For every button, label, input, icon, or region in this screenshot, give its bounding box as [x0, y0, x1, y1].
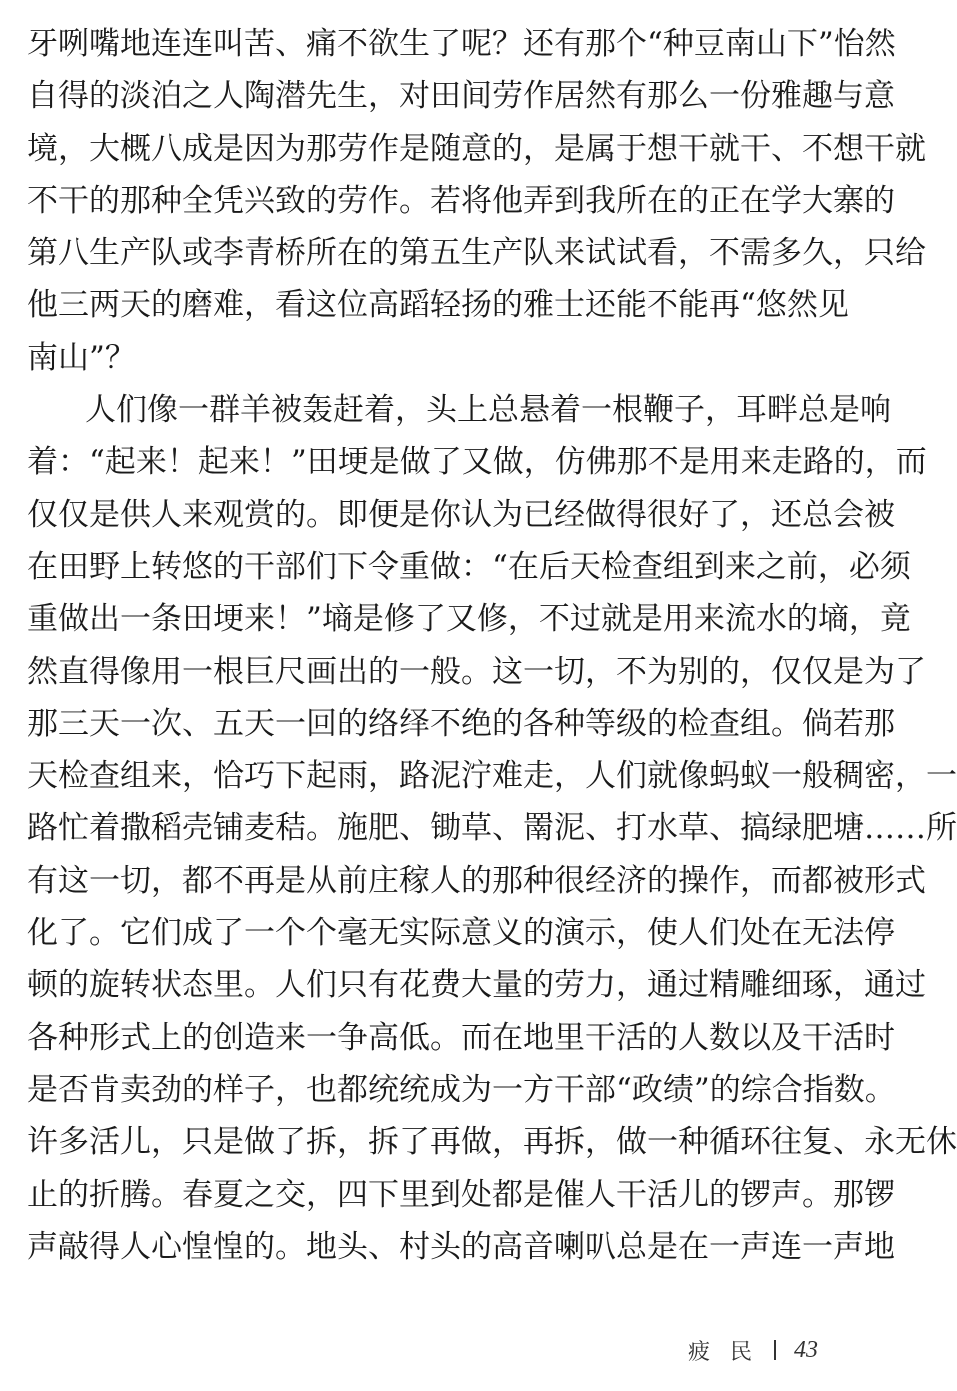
footer-divider — [774, 1340, 776, 1360]
page-footer — [688, 1332, 818, 1368]
text-line: 有这一切，都不再是从前庄稼人的那种很经济的操作，而都被形式 — [27, 862, 926, 899]
page-number: 43 — [794, 1336, 819, 1363]
text-line: 南山”？ — [27, 339, 136, 376]
text-line: 仅仅是供人来观赏的。即便是你认为已经做得很好了，还总会被 — [27, 496, 895, 533]
text-line: 不干的那种全凭兴致的劳作。若将他弄到我所在的正在学大寨的 — [27, 182, 895, 219]
paragraph — [27, 384, 957, 1273]
text-line: 自得的淡泊之人陶潜先生，对田间劳作居然有那么一份雅趣与意 — [27, 78, 895, 115]
text-line: 天检查组来，恰巧下起雨，路泥泞难走，人们就像蚂蚁一般稠密，一 — [27, 758, 957, 795]
text-line: 重做出一条田埂来！”墒是修了又修，不过就是用来流水的墒，竟 — [27, 601, 911, 638]
text-line: 境，大概八成是因为那劳作是随意的，是属于想干就干、不想干就 — [27, 130, 926, 167]
text-line: 着：“起来！起来！”田埂是做了又做，仿佛那不是用来走路的，而 — [27, 444, 927, 481]
running-title: 疲民 — [688, 1339, 773, 1365]
text-line: 顿的旋转状态里。人们只有花费大量的劳力，通过精雕细琢，通过 — [27, 967, 926, 1004]
text-line: 路忙着撒稻壳铺麦秸。施肥、锄草、罱泥、打水草、搞绿肥塘……所 — [27, 810, 957, 847]
text-line: 他三两天的磨难，看这位高蹈轻扬的雅士还能不能再“悠然见 — [27, 287, 849, 324]
text-line: 化了。它们成了一个个毫无实际意义的演示，使人们处在无法停 — [27, 915, 895, 952]
text-line: 是否肯卖劲的样子，也都统统成为一方干部“政绩”的综合指数。 — [27, 1071, 896, 1108]
text-line: 许多活儿，只是做了拆，拆了再做，再拆，做一种循环往复、永无休 — [27, 1124, 957, 1161]
text-line: 各种形式上的创造来一争高低。而在地里干活的人数以及干活时 — [27, 1019, 895, 1056]
text-line: 然直得像用一根巨尺画出的一般。这一切，不为别的，仅仅是为了 — [27, 653, 926, 690]
text-line: 那三天一次、五天一回的络绎不绝的各种等级的检查组。倘若那 — [27, 705, 895, 742]
page-body — [27, 18, 957, 1273]
paragraph — [27, 18, 926, 384]
text-line: 第八生产队或李青桥所在的第五生产队来试试看，不需多久，只给 — [27, 235, 926, 272]
text-line: 人们像一群羊被轰赶着，头上总悬着一根鞭子，耳畔总是响 — [85, 392, 891, 429]
text-line: 止的折腾。春夏之交，四下里到处都是催人干活儿的锣声。那锣 — [27, 1176, 895, 1213]
text-line: 在田野上转悠的干部们下令重做：“在后天检查组到来之前，必须 — [27, 548, 911, 585]
text-line: 声敲得人心惶惶的。地头、村头的高音喇叭总是在一声连一声地 — [27, 1228, 895, 1265]
text-line: 牙咧嘴地连连叫苦、痛不欲生了呢？还有那个“种豆南山下”怡然 — [27, 26, 896, 62]
